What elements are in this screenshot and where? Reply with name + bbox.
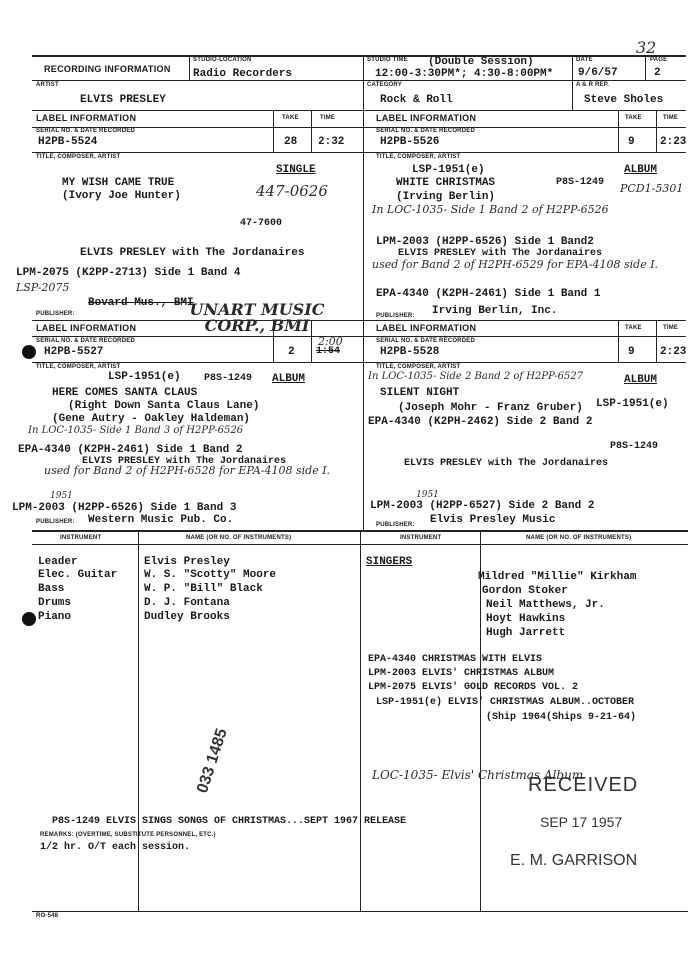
box2-composer: (Irving Berlin) xyxy=(396,191,496,203)
singer: Neil Matthews, Jr. xyxy=(486,599,605,611)
serial-label: SERIAL NO. & DATE RECORDED xyxy=(376,338,475,344)
box1-serial: H2PB-5524 xyxy=(38,136,98,148)
singer: Mildred "Millie" Kirkham xyxy=(478,571,637,583)
box3-serial: H2PB-5527 xyxy=(44,346,104,358)
box3-lsp: LSP-1951(e) xyxy=(108,371,181,383)
v-take-r xyxy=(618,110,619,152)
box3-title: HERE COMES SANTA CLAUS xyxy=(52,387,198,399)
v-page xyxy=(645,55,646,80)
remarks: 1/2 hr. O/T each session. xyxy=(40,842,191,853)
date: 9/6/57 xyxy=(578,67,618,79)
box3-artist-line: ELVIS PRESLEY with The Jordanaires xyxy=(82,456,287,467)
name-piano: Dudley Brooks xyxy=(144,611,230,623)
studio-time: 12:00-3:30PM*; 4:30-8:00PM* xyxy=(375,68,554,80)
box1-single-no: 447-0626 xyxy=(256,182,328,200)
serial-row-divider xyxy=(32,152,686,153)
box4-epa: EPA-4340 (K2PH-2462) Side 2 Band 2 xyxy=(368,416,593,428)
name-label: NAME (OR NO. OF INSTRUMENTS) xyxy=(186,535,292,541)
time-label: TIME xyxy=(320,115,336,121)
title-composer-label: TITLE, COMPOSER, ARTIST xyxy=(376,154,461,160)
title-composer-label: TITLE, COMPOSER, ARTIST xyxy=(36,364,121,370)
box4-publisher: Elvis Presley Music xyxy=(430,514,556,526)
page-number: 32 xyxy=(636,38,657,57)
studio-time-label: STUDIO TIME xyxy=(367,57,408,63)
box3-composer: (Gene Autry - Oakley Haldeman) xyxy=(52,413,251,425)
label-information-heading: LABEL INFORMATION xyxy=(36,323,137,333)
box4-album: ALBUM xyxy=(624,374,658,386)
v-studio xyxy=(189,55,190,80)
box2-epa: EPA-4340 (K2PH-2461) Side 1 Band 1 xyxy=(376,288,601,300)
box3-hw-loc: In LOC-1035- Side 1 Band 3 of H2PP-6526 xyxy=(28,425,244,436)
box2-lpm: LPM-2003 (H2PP-6526) Side 1 Band2 xyxy=(376,236,594,248)
box2-serial: H2PB-5526 xyxy=(380,136,440,148)
instrument-leader: Leader xyxy=(38,556,78,568)
box3-p8s: P8S-1249 xyxy=(204,373,253,384)
box2-take: 9 xyxy=(628,136,635,148)
double-session: (Double Session) xyxy=(428,56,534,68)
mid-divider-1 xyxy=(32,320,686,321)
publisher-label: PUBLISHER: xyxy=(376,313,415,319)
page-label: PAGE xyxy=(650,57,668,63)
box3-album: ALBUM xyxy=(272,373,306,385)
box4-lpm-hw: 1951 xyxy=(416,490,439,500)
box1-lsp: LSP-2075 xyxy=(16,281,70,294)
publisher-label: PUBLISHER: xyxy=(36,519,75,525)
box4-serial: H2PB-5528 xyxy=(380,346,440,358)
box2-title: WHITE CHRISTMAS xyxy=(396,177,496,189)
mid-divider-3 xyxy=(32,362,686,363)
time-label: TIME xyxy=(663,115,679,121)
box1-catalog: 47-7600 xyxy=(240,218,283,229)
loc-handwritten: LOC-1035- Elvis' Christmas Album xyxy=(372,768,584,782)
v-time-r2 xyxy=(656,320,657,362)
box3-hw-used: used for Band 2 of H2PH-6528 for EPA-4108 side I. xyxy=(44,464,331,477)
box1-time: 2:32 xyxy=(318,136,345,148)
box4-artist-line: ELVIS PRESLEY with The Jordanaires xyxy=(404,458,609,469)
release-line: LPM-2075 ELVIS' GOLD RECORDS VOL. 2 xyxy=(368,682,579,693)
box4-p8s: P8S-1249 xyxy=(610,441,659,452)
label-information-heading: LABEL INFORMATION xyxy=(36,113,137,123)
title-composer-label: TITLE, COMPOSER, ARTIST xyxy=(36,154,121,160)
time-label: TIME xyxy=(663,325,679,331)
box1-take: 28 xyxy=(284,136,298,148)
v-center-lower xyxy=(360,530,361,911)
serial-label: SERIAL NO. & DATE RECORDED xyxy=(36,338,135,344)
take-label: TAKE xyxy=(282,115,299,121)
take-label: TAKE xyxy=(625,325,642,331)
box2-time: 2:23 xyxy=(660,136,687,148)
label-information-heading: LABEL INFORMATION xyxy=(376,323,477,333)
box2-lsp: LSP-1951(e) xyxy=(412,164,485,176)
artist-label: ARTIST xyxy=(36,82,59,88)
ar-rep: Steve Sholes xyxy=(584,94,664,106)
received-stamp: RECEIVED xyxy=(528,774,639,796)
singer: Gordon Stoker xyxy=(482,585,568,597)
recording-information-heading: RECORDING INFORMATION xyxy=(44,64,171,74)
mid-divider-2 xyxy=(32,336,686,337)
box4-time: 2:23 xyxy=(660,346,687,358)
studio-location: Radio Recorders xyxy=(193,68,293,80)
ar-label: A & R REP. xyxy=(576,82,610,88)
box4-title: SILENT NIGHT xyxy=(380,387,460,399)
box1-title: MY WISH CAME TRUE xyxy=(62,177,175,189)
studio-location-label: STUDIO-LOCATION xyxy=(193,57,252,63)
bottom-border xyxy=(32,911,688,912)
artist: ELVIS PRESLEY xyxy=(80,94,166,106)
singer: Hoyt Hawkins xyxy=(486,613,566,625)
title-composer-label: TITLE, COMPOSER, ARTIST xyxy=(376,364,461,370)
artist-divider xyxy=(32,110,686,111)
v-take-l xyxy=(273,110,274,152)
box3-subtitle: (Right Down Santa Claus Lane) xyxy=(68,400,260,412)
box3-time: 2:00 xyxy=(318,335,343,348)
box3-lpm: LPM-2003 (H2PP-6526) Side 1 Band 3 xyxy=(12,502,237,514)
category-label: CATEGORY xyxy=(367,82,402,88)
v-take-r2 xyxy=(618,320,619,362)
v-time-l xyxy=(311,110,312,152)
box1-composer: (Ivory Joe Hunter) xyxy=(62,190,181,202)
box4-composer: (Joseph Mohr - Franz Gruber) xyxy=(398,402,583,414)
form-number: RO-548 xyxy=(36,913,59,919)
box1-artist-line: ELVIS PRESLEY with The Jordanaires xyxy=(80,247,305,259)
release-line: LPM-2003 ELVIS' CHRISTMAS ALBUM xyxy=(368,668,555,679)
box3-epa: EPA-4340 (K2PH-2461) Side 1 Band 2 xyxy=(18,444,243,456)
category: Rock & Roll xyxy=(380,94,453,106)
box2-hw-loc: In LOC-1035- Side 1 Band 2 of H2PP-6526 xyxy=(372,203,609,216)
box2-artist-line: ELVIS PRESLEY with The Jordanaires xyxy=(398,248,603,259)
box2-p8s: P8S-1249 xyxy=(556,177,605,188)
instrument-label: INSTRUMENT xyxy=(60,535,102,541)
box3-take: 2 xyxy=(288,346,295,358)
name-bass: W. P. "Bill" Black xyxy=(144,583,263,595)
date-label: DATE xyxy=(576,57,593,63)
instrument-bass: Bass xyxy=(38,583,65,595)
v-center xyxy=(363,55,364,530)
serial-label: SERIAL NO. & DATE RECORDED xyxy=(376,128,475,134)
singer: Hugh Jarrett xyxy=(486,627,566,639)
name-drums: D. J. Fontana xyxy=(144,597,230,609)
name-label: NAME (OR NO. OF INSTRUMENTS) xyxy=(526,535,632,541)
box2-hw-used: used for Band 2 of H2PH-6529 for EPA-4108 side I. xyxy=(372,258,659,271)
name-leader: Elvis Presley xyxy=(144,556,230,568)
box3-lpm-hw: 1951 xyxy=(50,491,73,501)
v-date xyxy=(572,55,573,110)
v-instrument-r xyxy=(480,530,481,911)
remarks-label: REMARKS: (OVERTIME, SUBSTITUTE PERSONNEL, ETC.) xyxy=(40,832,216,838)
v-time-r xyxy=(656,110,657,152)
received-by: E. M. GARRISON xyxy=(510,852,638,869)
box2-album: ALBUM xyxy=(624,164,658,176)
box2-pcd: PCD1-5301 xyxy=(620,182,684,195)
instrument-drums: Drums xyxy=(38,597,72,609)
v-instrument xyxy=(138,530,139,911)
instrument-guitar: Elec. Guitar xyxy=(38,569,118,581)
box4-lsp: LSP-1951(e) xyxy=(596,398,669,410)
ship-note: (Ship 1964(Ships 9-21-64) xyxy=(486,712,637,723)
publisher-label: PUBLISHER: xyxy=(36,311,75,317)
take-label: TAKE xyxy=(625,115,642,121)
box1-lpm: LPM-2075 (K2PP-2713) Side 1 Band 4 xyxy=(16,267,241,279)
received-date: SEP 17 1957 xyxy=(540,814,623,830)
box3-time-struck: 1:54 xyxy=(316,346,341,357)
box4-take: 9 xyxy=(628,346,635,358)
punch-hole xyxy=(22,345,36,359)
publisher-label: PUBLISHER: xyxy=(376,522,415,528)
stamp-number: 033 1485 xyxy=(194,726,231,796)
release-line: EPA-4340 CHRISTMAS WITH ELVIS xyxy=(368,654,543,665)
box3-publisher: Western Music Pub. Co. xyxy=(88,514,234,526)
box1-publisher-struck: Bovard Mus., BMI xyxy=(88,297,194,309)
label-information-heading: LABEL INFORMATION xyxy=(376,113,477,123)
punch-hole xyxy=(22,612,36,626)
box4-hw-loc: In LOC-1035- Side 2 Band 2 of H2PP-6527 xyxy=(368,371,584,382)
box1-publisher: UNART MUSIC CORP., BMI xyxy=(189,300,325,335)
name-guitar: W. S. "Scotty" Moore xyxy=(144,569,277,581)
page: 2 xyxy=(654,67,661,79)
instrument-piano: Piano xyxy=(38,611,72,623)
singers-heading: SINGERS xyxy=(366,556,413,568)
box2-publisher: Irving Berlin, Inc. xyxy=(432,305,558,317)
header-divider xyxy=(32,80,686,81)
release-line: LSP-1951(e) ELVIS' CHRISTMAS ALBUM..OCTOBER xyxy=(376,697,635,708)
box4-lpm: LPM-2003 (H2PP-6527) Side 2 Band 2 xyxy=(370,500,595,512)
p8s-note: P8S-1249 ELVIS SINGS SONGS OF CHRISTMAS...SEPT 1967 RELEASE xyxy=(52,816,407,827)
serial-label: SERIAL NO. & DATE RECORDED xyxy=(36,128,135,134)
instrument-label: INSTRUMENT xyxy=(400,535,442,541)
box1-single: SINGLE xyxy=(276,164,316,176)
